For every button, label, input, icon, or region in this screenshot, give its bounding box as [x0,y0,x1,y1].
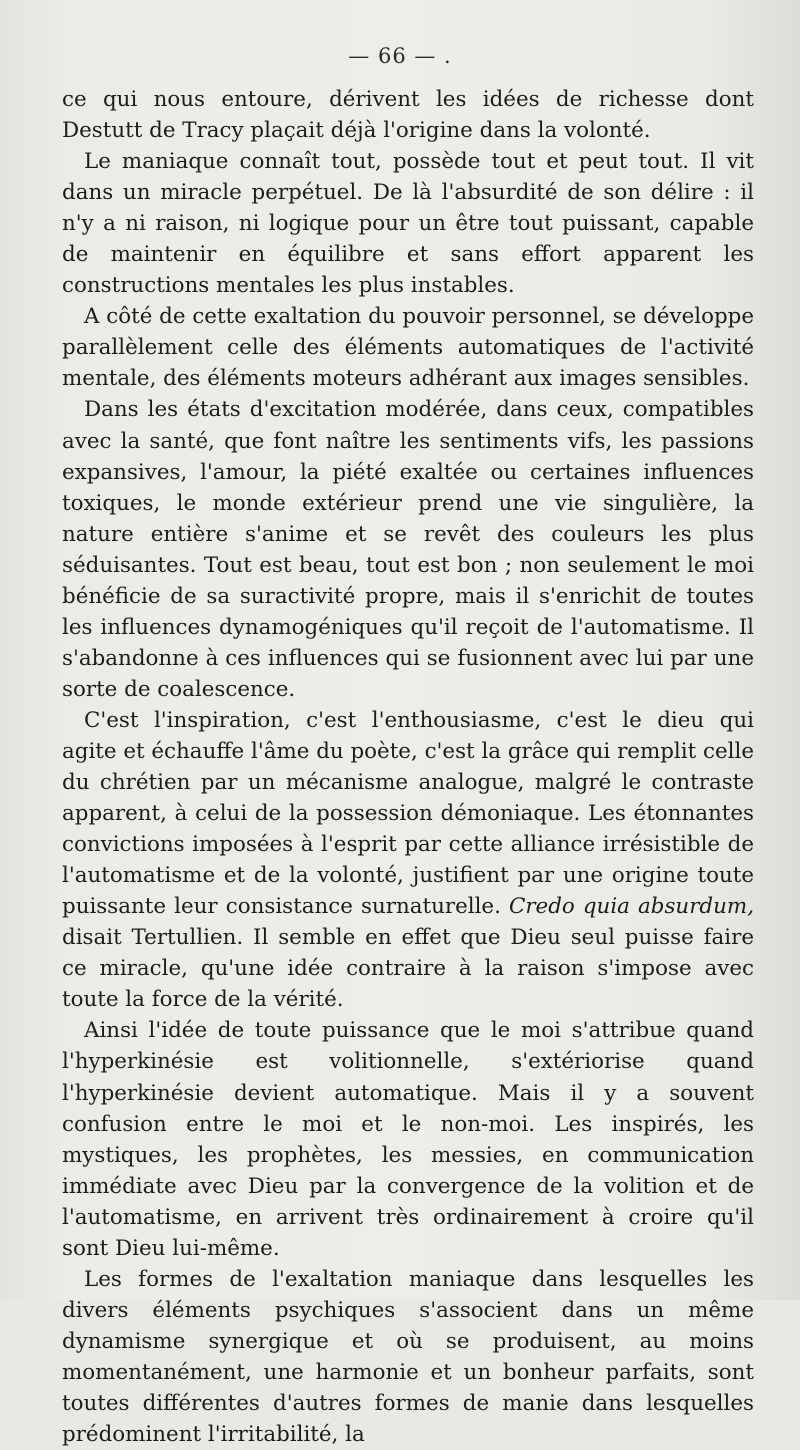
paragraph-5 [62,705,754,1015]
paragraph-7: Les formes de l'exaltation maniaque dans lesquelles les divers éléments psychiques s'associent dans un même dynamisme synergique et où se produisent, au moins momentanément, une harmonie et un bonheur parfaits, sont toutes différentes d'autres formes de manie dans lesquelles prédominent l'irritabilité, la [62,1266,754,1448]
paragraph-1: ce qui nous entoure, dérivent les idées de richesse dont Destutt de Tracy plaçait déjà l'origine dans la volonté. [62,87,754,144]
body-text [62,84,754,1450]
page-number: — 66 — . [348,44,452,68]
paragraph-3: A côté de cette exaltation du pouvoir personnel, se développe parallèlement celle des éléments automatiques de l'activité mentale, des éléments moteurs adhérant aux images sensibles. [62,304,754,392]
paragraph-4: Dans les états d'excitation modérée, dans ceux, compatibles avec la santé, que font naître les sentiments vifs, les passions expansives, l'amour, la piété exaltée ou certaines influences toxiques, le monde extérieur prend une vie singulière, la nature entière s'anime et se revêt des couleurs les plus séduisantes. Tout est beau, tout est bon ; non seulement le moi bénéficie de sa suractivité propre, mais il s'enrichit de toutes les influences dynamogéniques qu'il reçoit de l'automatisme. Il s'abandonne à ces influences qui se fusionnent avec lui par une sorte de coalescence. [62,397,754,702]
paragraph-6: Ainsi l'idée de toute puissance que le moi s'attribue quand l'hyperkinésie est volitionnelle, s'extériorise quand l'hyperkinésie devient automatique. Mais il y a souvent confusion entre le moi et le non-moi. Les inspirés, les mystiques, les prophètes, les messies, en communication immédiate avec Dieu par la convergence de la volition et de l'automatisme, en arrivent très ordinairement à croire qu'il sont Dieu lui-même. [62,1018,754,1261]
paragraph-5-text-after: disait Tertullien. Il semble en effet que Dieu seul puisse faire ce miracle, qu'une idée contraire à la raison s'impose avec toute la force de la vérité. [62,925,754,1013]
paragraph-2: Le maniaque connaît tout, possède tout et peut tout. Il vit dans un miracle perpétuel. De là l'absurdité de son délire : il n'y a ni raison, ni logique pour un être tout puissant, capable de maintenir en équilibre et sans effort apparent les constructions mentales les plus instables. [62,149,754,299]
latin-quote: Credo quia absurdum, [508,894,754,920]
paragraph-5-text-before: C'est l'inspiration, c'est l'enthousiasme, c'est le dieu qui agite et échauffe l'âme du poète, c'est la grâce qui remplit celle du chrétien par un mécanisme analogue, malgré le contraste apparent, à celui de la possession démoniaque. Les étonnantes convictions imposées à l'esprit par cette alliance irrésistible de l'automatisme et de la volonté, justifient par une origine toute puissante leur consistance surnaturelle. [62,707,754,920]
